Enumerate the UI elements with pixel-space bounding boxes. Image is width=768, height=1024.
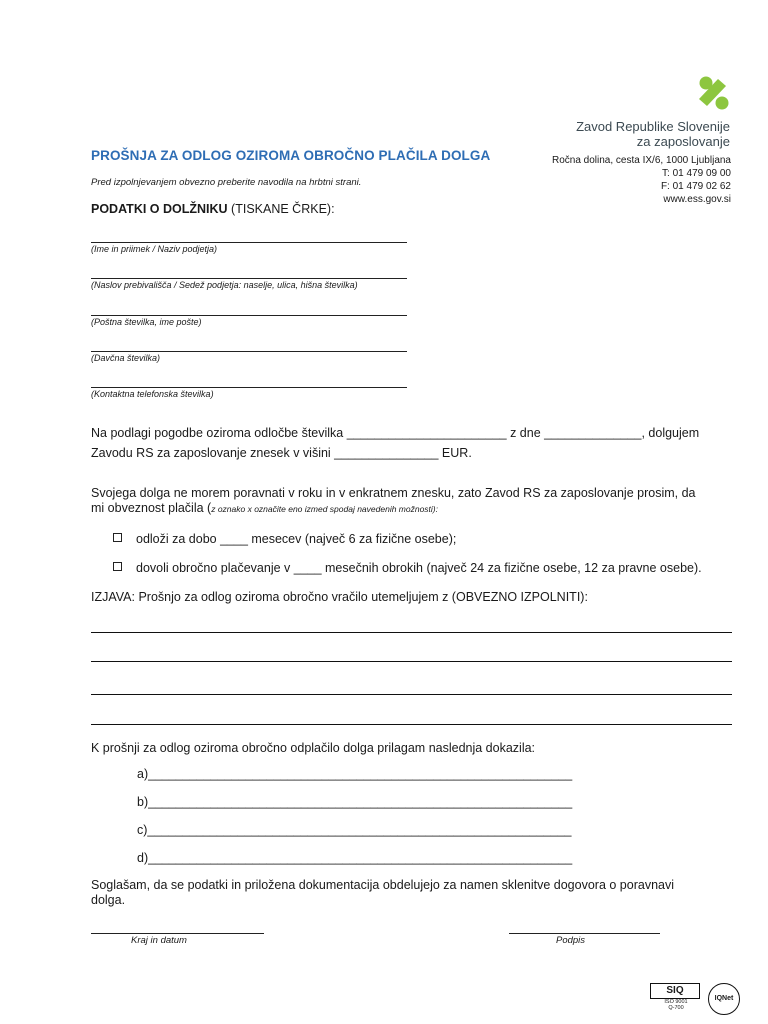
attachment-c[interactable]: c)_____________________________________________________________ [137, 823, 572, 837]
option-deferral-label: odloži za dobo ____ mesecev (največ 6 za fizične osebe); [136, 532, 457, 546]
statement-line-1[interactable] [91, 632, 732, 633]
option-deferral[interactable] [113, 532, 456, 546]
attachment-d[interactable]: d)_____________________________________________________________ [137, 851, 573, 865]
statement-line-4[interactable] [91, 724, 732, 725]
address-field[interactable] [91, 278, 407, 279]
debtor-section-heading [91, 202, 335, 216]
form-title: PROŠNJA ZA ODLOG OZIROMA OBROČNO PLAČILA DOLGA [91, 148, 491, 163]
phone-field-caption: (Kontaktna telefonska številka) [91, 389, 214, 399]
tax-number-field[interactable] [91, 351, 407, 352]
option-installments-label: dovoli obročno plačevanje v ____ mesečnih obrokih (največ 24 za fizične osebe, 12 za pravne osebe). [136, 561, 702, 575]
signature-field[interactable] [509, 933, 660, 934]
fax: F: 01 479 02 62 [660, 181, 731, 192]
statement-label: IZJAVA: Prošnjo za odlog oziroma obročno vračilo utemeljujem z (OBVEZNO IZPOLNITI): [91, 590, 588, 604]
statement-line-2[interactable] [91, 661, 732, 662]
contract-line-2[interactable]: Zavodu RS za zaposlovanje znesek v višini _______________ EUR. [91, 446, 472, 460]
request-line-2-hint: z oznako x označite eno izmed spodaj navedenih možnosti): [211, 504, 439, 514]
contact-block [520, 154, 731, 206]
phone: T: 01 479 09 00 [662, 168, 731, 179]
org-name-line1: Zavod Republike Slovenije [576, 119, 730, 134]
instructions-note: Pred izpolnjevanjem obvezno preberite navodila na hrbtni strani. [91, 177, 362, 188]
statement-line-3[interactable] [91, 694, 732, 695]
website-link[interactable]: www.ess.gov.si [663, 194, 731, 205]
attachment-b[interactable]: b)_____________________________________________________________ [137, 795, 573, 809]
postal-field-caption: (Poštna številka, ime pošte) [91, 317, 202, 327]
attachments-intro: K prošnji za odlog oziroma obročno odplačilo dolga prilagam naslednja dokazila: [91, 741, 536, 755]
siq-cert-standard: ISO 9001 [664, 999, 688, 1005]
consent-paragraph [91, 878, 732, 908]
siq-cert-icon: SIQ [650, 983, 700, 999]
tax-number-field-caption: (Davčna številka) [91, 353, 161, 363]
org-name-line2: za zaposlovanje [636, 134, 730, 149]
consent-line-1: Soglašam, da se podatki in priložena dokumentacija obdelujejo za namen sklenitve dogovora o poravnavi [91, 878, 675, 892]
siq-cert-caption [650, 999, 702, 1011]
ess-logo-icon [696, 76, 732, 110]
contract-paragraph [91, 423, 732, 463]
name-field[interactable] [91, 242, 407, 243]
address-field-caption: (Naslov prebivališča / Sedež podjetja: naselje, ulica, hišna številka) [91, 280, 358, 290]
debtor-section-suffix: (TISKANE ČRKE): [227, 202, 335, 216]
request-line-1: Svojega dolga ne morem poravnati v roku in v enkratnem znesku, zato Zavod RS za zaposlovanje prosim, da [91, 486, 696, 500]
place-date-field[interactable] [91, 933, 264, 934]
debtor-section-label: PODATKI O DOLŽNIKU [91, 202, 228, 216]
request-line-2 [91, 501, 732, 517]
name-field-caption: (Ime in priimek / Naziv podjetja) [91, 244, 218, 254]
phone-field[interactable] [91, 387, 407, 388]
contract-line-1[interactable]: Na podlagi pogodbe oziroma odločbe številka _______________________ z dne ______________, dolgujem [91, 426, 700, 440]
iqnet-cert-icon: IQNet [708, 983, 740, 1015]
consent-line-2: dolga. [91, 893, 126, 907]
siq-cert-code: Q-700 [668, 1005, 684, 1011]
postal-field[interactable] [91, 315, 407, 316]
checkbox-deferral[interactable] [113, 533, 122, 542]
address: Ročna dolina, cesta IX/6, 1000 Ljubljana [551, 155, 731, 166]
place-date-caption: Kraj in datum [131, 935, 187, 946]
attachment-a[interactable]: a)_____________________________________________________________ [137, 767, 573, 781]
option-installments[interactable] [113, 561, 702, 575]
request-paragraph [91, 486, 732, 517]
org-name [560, 119, 730, 149]
request-line-2-main: mi obveznost plačila ( [91, 501, 212, 515]
signature-caption: Podpis [556, 935, 586, 946]
checkbox-installments[interactable] [113, 562, 122, 571]
